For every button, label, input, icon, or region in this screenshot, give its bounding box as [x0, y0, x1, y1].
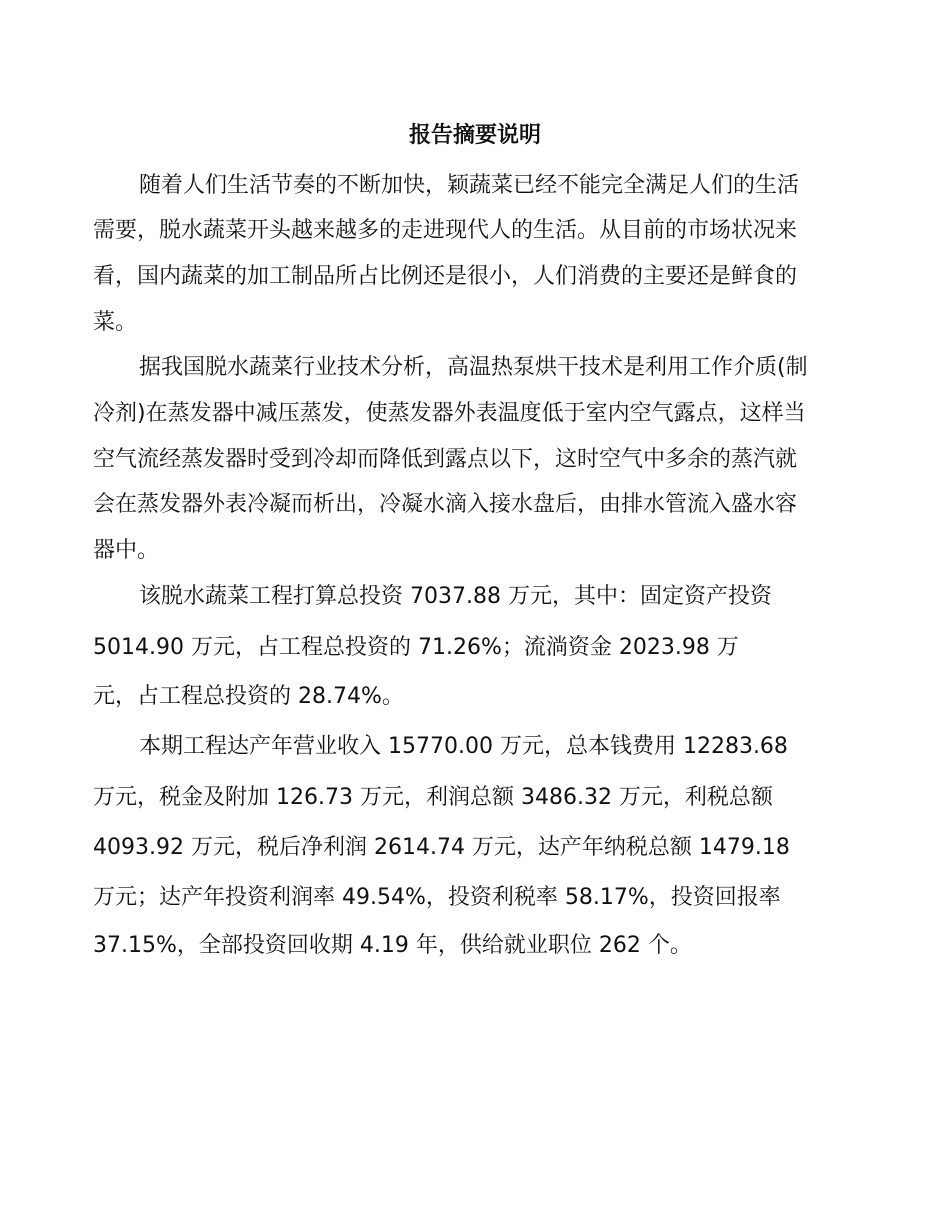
paragraph-line: 该脱水蔬菜工程打算总投资 7037.88 万元，其中：固定资产投资 — [139, 584, 772, 609]
paragraph-line: 看，国内蔬菜的加工制品所占比例还是很小，人们消费的主要还是鲜食的 — [93, 264, 798, 289]
paragraph-line: 4093.92 万元，税后净利润 2614.74 万元，达产年纳税总额 1479.18 — [93, 835, 790, 860]
document-title: 报告摘要说明 — [408, 123, 541, 148]
paragraph-line: 菜。 — [93, 310, 138, 335]
paragraph-line: 5014.90 万元，占工程总投资的 71.26%；流淌资金 2023.98 万 — [93, 635, 739, 660]
paragraph-line: 万元，税金及附加 126.73 万元，利润总额 3486.32 万元，利税总额 — [93, 785, 773, 810]
paragraph-line: 需要，脱水蔬菜开头越来越多的走进现代人的生活。从目前的市场状况来 — [93, 218, 798, 243]
paragraph-line: 器中。 — [93, 538, 160, 563]
paragraph-line: 本期工程达产年营业收入 15770.00 万元，总本钱费用 12283.68 — [139, 734, 788, 759]
paragraph-line: 冷剂)在蒸发器中减压蒸发，使蒸发器外表温度低于室内空气露点，这样当 — [93, 401, 806, 426]
paragraph-line: 空气流经蒸发器时受到冷却而降低到露点以下，这时空气中多余的蒸汽就 — [93, 447, 798, 472]
paragraph-line: 随着人们生活节奏的不断加快，颖蔬菜已经不能完全满足人们的生活 — [139, 173, 800, 198]
paragraph-line: 37.15%，全部投资回收期 4.19 年，供给就业职位 262 个。 — [93, 933, 692, 958]
paragraph-line: 据我国脱水蔬菜行业技术分析，高温热泵烘干技术是利用工作介质(制 — [139, 355, 808, 380]
paragraph-line: 会在蒸发器外表冷凝而析出，冷凝水滴入接水盘后，由排水管流入盛水容 — [93, 492, 798, 517]
paragraph-line: 元，占工程总投资的 28.74%。 — [93, 684, 404, 709]
paragraph-line: 万元；达产年投资利润率 49.54%，投资利税率 58.17%，投资回报率 — [93, 885, 781, 910]
